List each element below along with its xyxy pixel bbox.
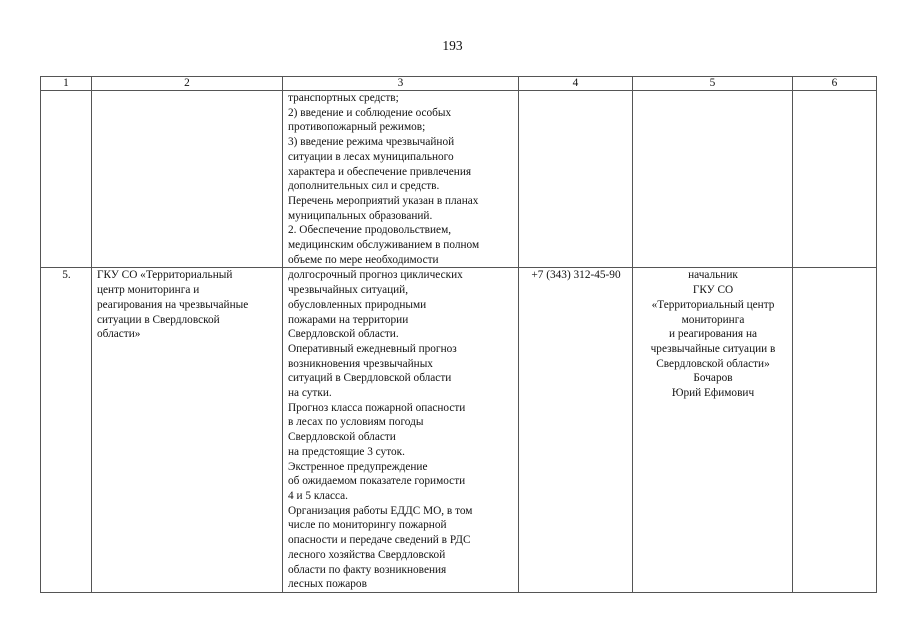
organization-line: области» (97, 328, 141, 341)
measures-line: Прогноз класса пожарной опасности (288, 401, 466, 414)
measures-line: ситуации в лесах муниципального (288, 150, 454, 163)
measures-line: 4 и 5 класса. (288, 489, 348, 502)
responsible-line: чрезвычайные ситуации в (650, 342, 776, 355)
table-row (41, 268, 877, 592)
measures-line: возникновения чрезвычайных (288, 357, 433, 370)
measures-line: Перечень мероприятий указан в планах (288, 194, 479, 207)
organization-line: центр мониторинга и (97, 284, 200, 297)
measures-line: муниципальных образований. (288, 209, 433, 222)
note-cell (793, 91, 877, 268)
measures-line: противопожарный режимов; (288, 121, 426, 134)
column-number-4: 4 (519, 77, 633, 91)
responsible-cell (633, 268, 793, 592)
column-number-5: 5 (633, 77, 793, 91)
measures-line: обусловленных природными (288, 298, 427, 311)
responsible-line: «Территориальный центр (651, 298, 775, 311)
measures-cell (283, 91, 519, 268)
measures-line: пожарами на территории (288, 313, 409, 326)
table-row (41, 91, 877, 268)
phone-cell (519, 91, 633, 268)
measures-line: опасности и передаче сведений в РДС (288, 534, 471, 547)
measures-line: объеме по мере необходимости (288, 253, 439, 266)
measures-line: об ожидаемом показателе горимости (288, 475, 466, 488)
measures-line: на предстоящие 3 суток. (288, 445, 405, 458)
responsible-line: Юрий Ефимович (671, 387, 755, 400)
note-cell (793, 268, 877, 592)
measures-line: 2. Обеспечение продовольствием, (288, 224, 452, 237)
measures-line: области по факту возникновения (288, 563, 447, 576)
responsible-line: мониторинга (681, 313, 745, 326)
measures-line: лесного хозяйства Свердловской (288, 548, 446, 561)
organization-line: ГКУ СО «Территориальный (97, 269, 233, 282)
row-number-cell: 5. (41, 268, 92, 592)
organization-line: ситуации в Свердловской (97, 313, 220, 326)
organization-cell (92, 268, 283, 592)
responsible-line: ГКУ СО (692, 284, 734, 297)
measures-line: чрезвычайных ситуаций, (288, 284, 409, 297)
measures-line: Свердловской области. (288, 328, 399, 341)
measures-cell (283, 268, 519, 592)
responsible-line: начальник (688, 269, 738, 282)
organization-line: реагирования на чрезвычайные (97, 298, 249, 311)
column-number-3: 3 (283, 77, 519, 91)
measures-line: характера и обеспечение привлечения (288, 165, 472, 178)
measures-line: медицинским обслуживанием в полном (288, 239, 480, 252)
measures-line: в лесах по условиям погоды (288, 416, 424, 429)
measures-line: 3) введение режима чрезвычайной (288, 136, 455, 149)
responsible-line: и реагирования на (668, 328, 758, 341)
column-number-row (41, 77, 877, 91)
measures-line: Экстренное предупреждение (288, 460, 428, 473)
responsible-line: Свердловской области» (656, 357, 770, 370)
measures-line: лесных пожаров (288, 578, 367, 591)
row-number-cell (41, 91, 92, 268)
measures-line: транспортных средств; (288, 92, 399, 104)
measures-line: дополнительных сил и средств. (288, 180, 440, 193)
measures-line: числе по мониторингу пожарной (288, 519, 447, 532)
measures-line: долгосрочный прогноз циклических (288, 269, 463, 282)
responsible-cell (633, 91, 793, 268)
measures-line: 2) введение и соблюдение особых (288, 106, 452, 119)
document-table (40, 76, 877, 593)
measures-line: на сутки. (288, 387, 332, 400)
column-number-6: 6 (793, 77, 877, 91)
phone-cell: +7 (343) 312-45-90 (519, 268, 633, 592)
column-number-2: 2 (92, 77, 283, 91)
measures-line: Свердловской области (288, 431, 396, 444)
measures-line: Оперативный ежедневный прогноз (288, 342, 457, 355)
measures-line: ситуаций в Свердловской области (288, 372, 452, 385)
organization-cell (92, 91, 283, 268)
column-number-1: 1 (41, 77, 92, 91)
measures-line: Организация работы ЕДДС МО, в том (288, 504, 473, 517)
responsible-line: Бочаров (693, 372, 733, 385)
page-number: 193 (442, 38, 463, 53)
